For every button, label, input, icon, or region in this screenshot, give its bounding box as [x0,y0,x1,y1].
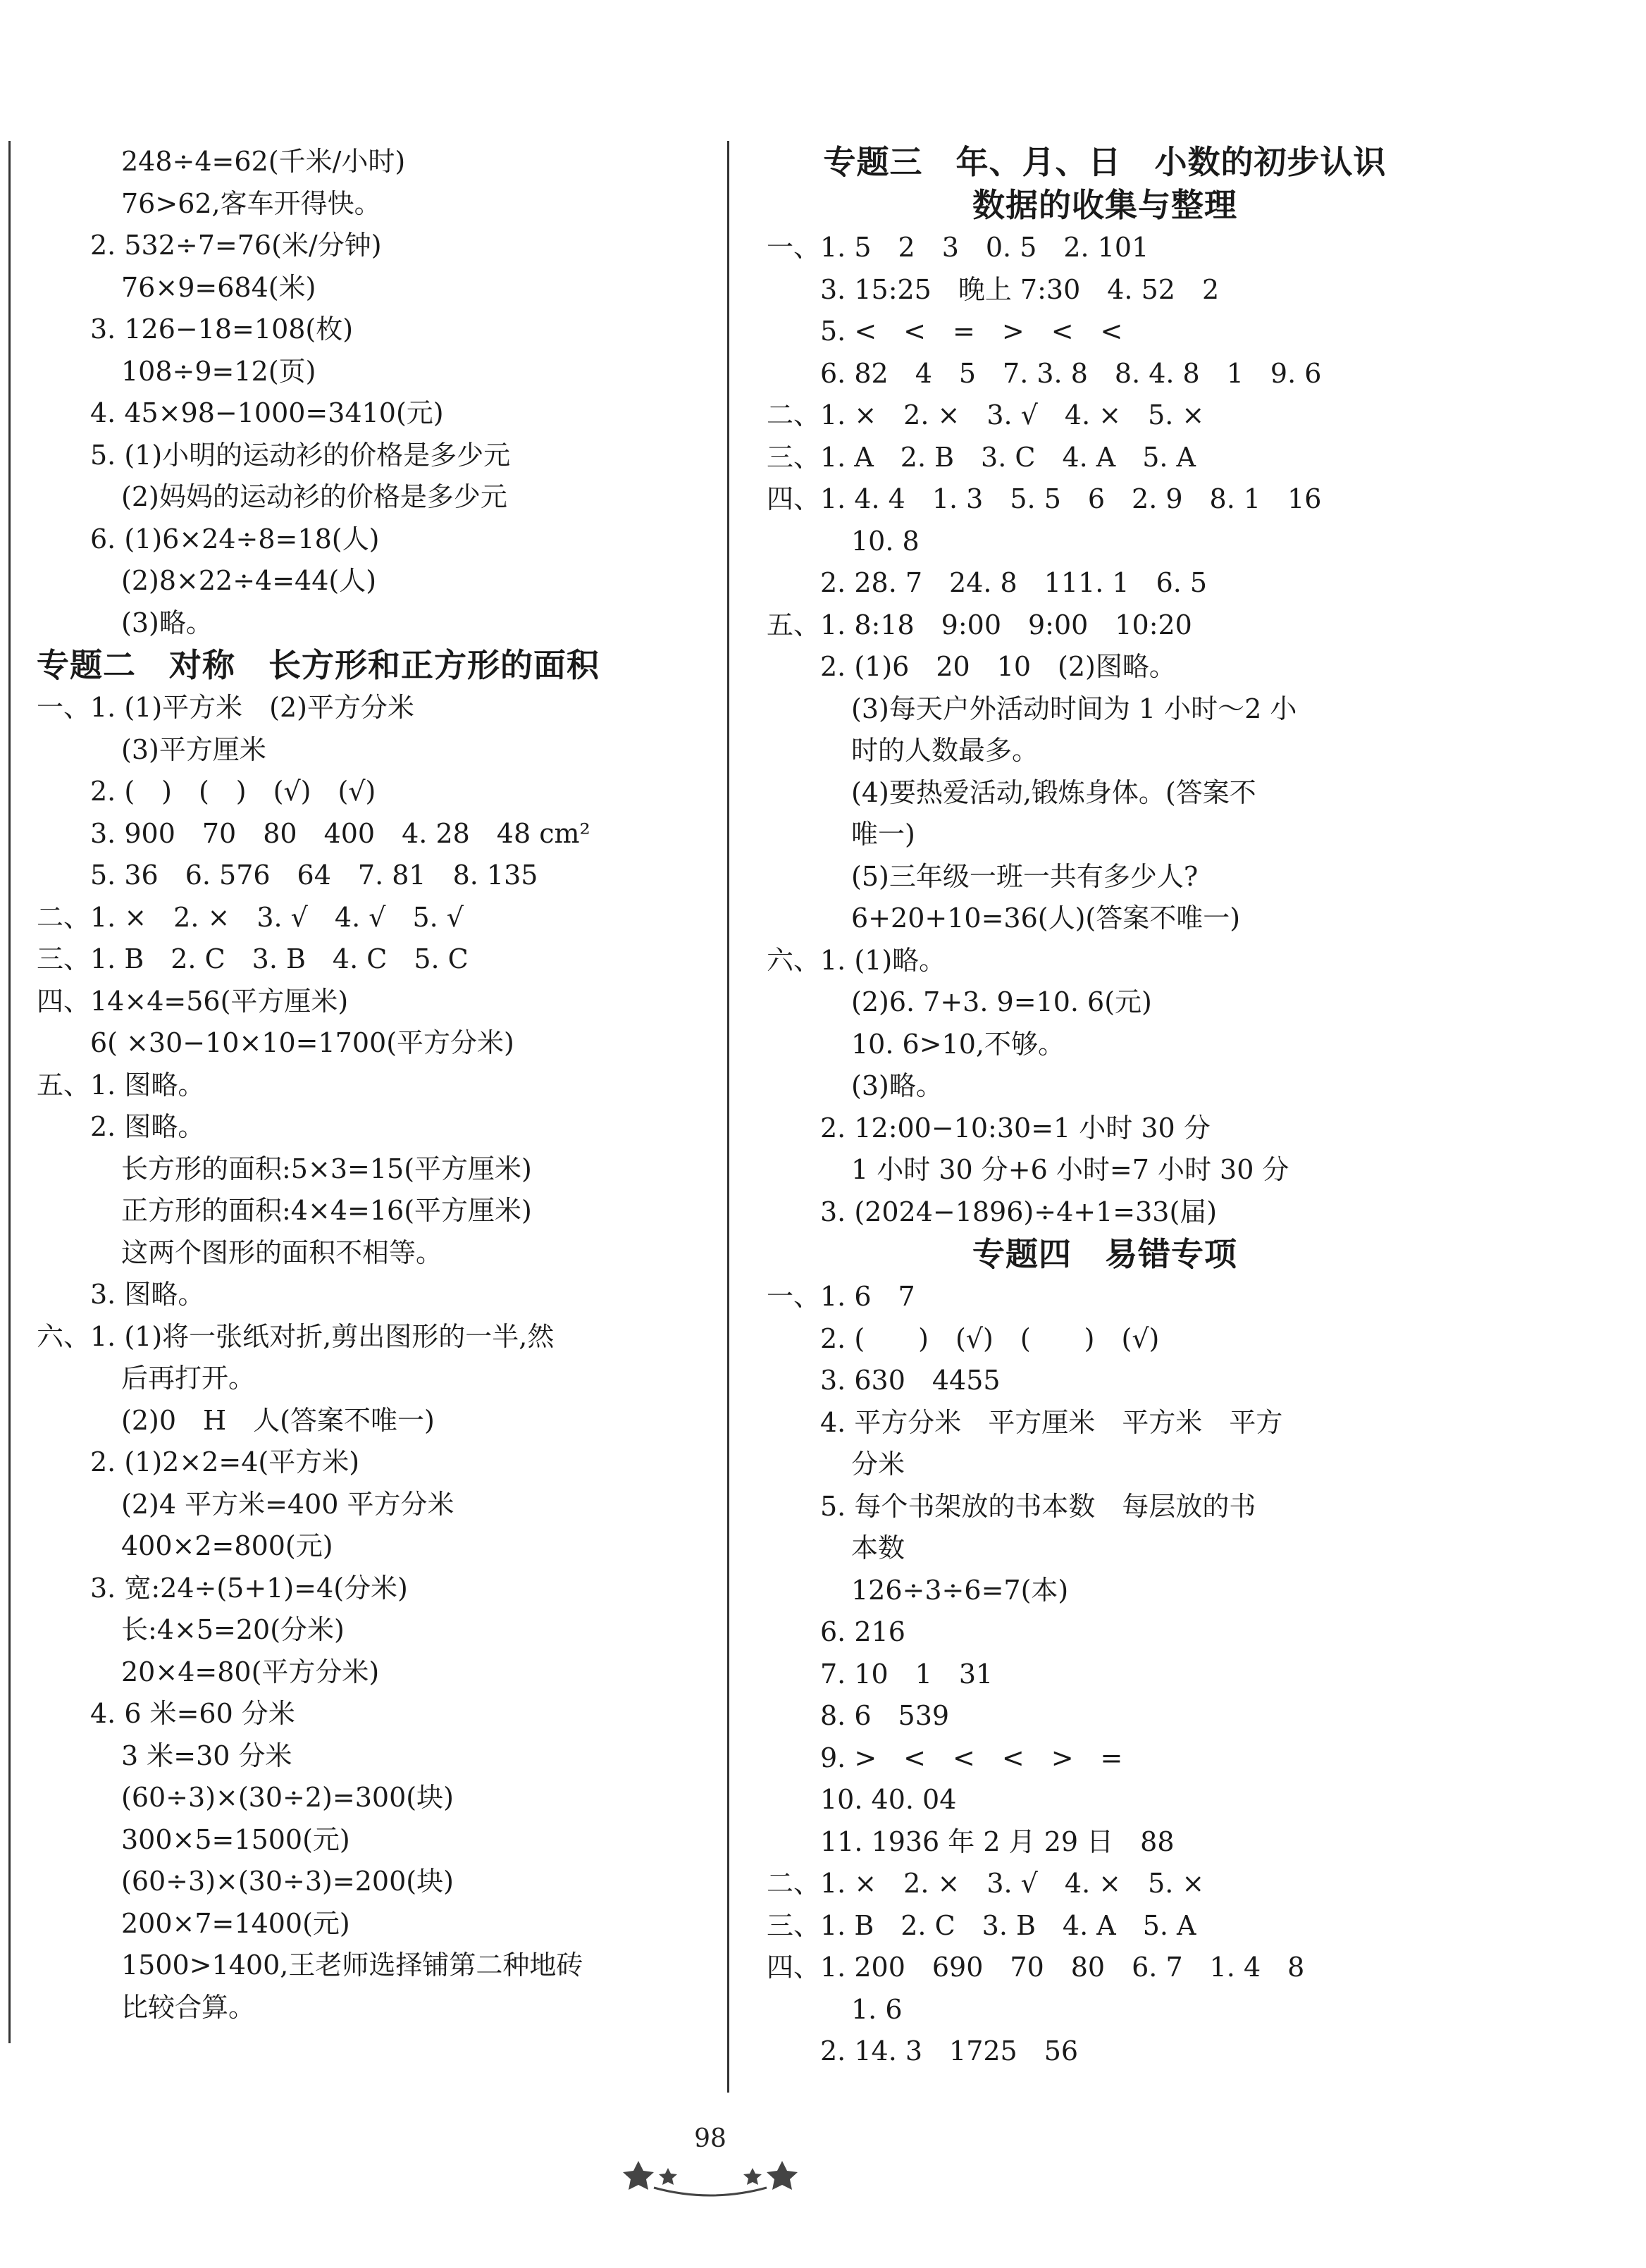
answer-line: 四、1. 4. 4 1. 3 5. 5 6 2. 9 8. 1 16 [767,483,1322,514]
answer-line: (3)略。 [851,1070,943,1101]
answer-line: 1500>1400,王老师选择铺第二种地砖 [121,1950,583,1981]
left-column [37,141,713,2028]
answer-line: 分米 [851,1449,905,1480]
answer-line: 108÷9=12(页) [121,355,316,387]
answer-line: 六、1. (1)略。 [767,944,946,976]
answer-line: 五、1. 8:18 9:00 9:00 10:20 [767,609,1192,640]
answer-line: 2. 12:00−10:30=1 小时 30 分 [767,1112,1211,1144]
answer-line: 4. 6 米=60 分米 [37,1698,295,1729]
answer-line: (2)0 H 人(答案不唯一) [121,1404,435,1436]
right-column [767,141,1443,2073]
answer-line: 四、14×4=56(平方厘米) [37,985,349,1017]
answer-line: 唯一) [851,819,915,850]
answer-line: 76×9=684(米) [121,271,316,303]
answer-line: (3)平方厘米 [121,733,266,765]
answer-line: 一、1. (1)平方米 (2)平方分米 [37,692,414,723]
answer-line: 3. (2024−1896)÷4+1=33(届) [767,1196,1218,1227]
answer-line: 6. (1)6×24÷8=18(人) [37,523,380,554]
section-heading: 专题二 对称 长方形和正方形的面积 [37,646,600,684]
answer-line: 10. 8 [851,525,920,557]
answer-line: 126÷3÷6=7(本) [851,1574,1069,1606]
answer-line: 2. 图略。 [37,1111,205,1142]
answer-line: 2. 28. 7 24. 8 111. 1 6. 5 [767,567,1208,598]
answer-line: 3. 126−18=108(枚) [37,314,354,345]
right-star-icon [767,2161,798,2190]
answer-line: 六、1. (1)将一张纸对折,剪出图形的一半,然 [37,1320,555,1352]
answer-line: 6. 216 [767,1616,905,1647]
answer-line: 五、1. 图略。 [37,1069,205,1101]
answer-line: 248÷4=62(千米/小时) [121,146,406,177]
answer-line: 3 米=30 分米 [121,1740,292,1771]
answer-line: 这两个图形的面积不相等。 [121,1237,443,1268]
answer-line: 20×4=80(平方分米) [121,1656,380,1687]
swoosh-icon [654,2188,767,2195]
answer-line: 400×2=800(元) [121,1530,333,1561]
answer-line: 1. 6 [851,1993,903,2025]
answer-line: (2)8×22÷4=44(人) [121,565,377,596]
answer-line: 3. 图略。 [37,1279,205,1310]
right-small-star-icon [743,2168,762,2185]
answer-line: 本数 [851,1532,905,1563]
answer-line: 300×5=1500(元) [121,1823,350,1855]
answer-line: 2. ( ) ( ) (√) (√) [37,776,376,807]
answer-line: 四、1. 200 690 70 80 6. 7 1. 4 8 [767,1952,1305,1983]
answer-line: 正方形的面积:4×4=16(平方厘米) [121,1195,532,1226]
column-divider [727,141,729,2093]
answer-line: 9. > < < < > = [767,1742,1123,1773]
answer-line: (2)妈妈的运动衫的价格是多少元 [121,481,507,512]
answer-line: 二、1. × 2. × 3. √ 4. × 5. × [767,399,1205,430]
answer-line: 3. 900 70 80 400 4. 28 48 cm² [37,817,590,849]
answer-line: (60÷3)×(30÷2)=300(块) [121,1782,454,1813]
answer-line: 3. 15:25 晚上 7:30 4. 52 2 [767,273,1220,305]
section-heading: 专题四 易错专项 [972,1235,1237,1273]
answer-line: (2)4 平方米=400 平方分米 [121,1488,454,1520]
page-footer [612,2124,809,2202]
answer-line: 3. 宽:24÷(5+1)=4(分米) [37,1572,408,1604]
answer-line: 6( ×30−10×10=1700(平方分米) [37,1027,514,1058]
answer-line: 3. 630 4455 [767,1365,1001,1396]
answer-line: 76>62,客车开得快。 [121,187,381,219]
answer-line: 二、1. × 2. × 3. √ 4. √ 5. √ [37,901,464,933]
answer-line: (5)三年级一班一共有多少人? [851,860,1199,892]
answer-line: 2. ( ) (√) ( ) (√) [767,1322,1160,1354]
answer-line: 2. (1)6 20 10 (2)图略。 [767,651,1176,682]
answer-line: 三、1. B 2. C 3. B 4. A 5. A [767,1909,1196,1941]
answer-line: 10. 6>10,不够。 [851,1028,1065,1060]
answer-line: (60÷3)×(30÷3)=200(块) [121,1866,454,1897]
answer-line: 2. (1)2×2=4(平方米) [37,1446,360,1477]
answer-line: 10. 40. 04 [767,1784,957,1815]
answer-line: 8. 6 539 [767,1700,950,1731]
answer-line: 后再打开。 [121,1363,256,1394]
answer-line: 时的人数最多。 [851,735,1039,766]
answer-line: 2. 532÷7=76(米/分钟) [37,230,382,261]
answer-line: (4)要热爱活动,锻炼身体。(答案不 [851,776,1256,808]
page-number: 98 [694,2124,726,2153]
answer-line: (3)略。 [121,607,213,638]
left-margin-rule [8,141,11,2043]
answer-line: 二、1. × 2. × 3. √ 4. × 5. × [767,1868,1205,1899]
answer-line: 4. 平方分米 平方厘米 平方米 平方 [767,1406,1283,1438]
answer-line: 1 小时 30 分+6 小时=7 小时 30 分 [851,1154,1289,1185]
answer-line: 比较合算。 [121,1991,256,2023]
answer-line: 7. 10 1 31 [767,1658,994,1690]
answer-line: 5. (1)小明的运动衫的价格是多少元 [37,439,511,471]
answer-line: 6+20+10=36(人)(答案不唯一) [851,903,1241,934]
answer-line: 11. 1936 年 2 月 29 日 88 [767,1826,1175,1857]
answer-line: (2)6. 7+3. 9=10. 6(元) [851,986,1152,1017]
answer-line: 4. 45×98−1000=3410(元) [37,397,444,428]
answer-line: 200×7=1400(元) [121,1907,350,1939]
answer-line: 一、1. 5 2 3 0. 5 2. 101 [767,232,1149,263]
answer-line: 三、1. A 2. B 3. C 4. A 5. A [767,441,1196,473]
left-star-icon [623,2161,654,2190]
answer-line: 5. 36 6. 576 64 7. 81 8. 135 [37,860,538,891]
left-small-star-icon [659,2168,677,2185]
answer-line: 5. 每个书架放的书本数 每层放的书 [767,1490,1256,1522]
answer-line: 2. 14. 3 1725 56 [767,2035,1079,2066]
answer-line: 长方形的面积:5×3=15(平方厘米) [121,1153,532,1184]
section-heading: 数据的收集与整理 [972,186,1237,224]
answer-line: 5. < < = > < < [767,316,1123,347]
section-heading: 专题三 年、月、日 小数的初步认识 [823,143,1387,181]
answer-line: (3)每天户外活动时间为 1 小时～2 小 [851,693,1297,724]
answer-line: 6. 82 4 5 7. 3. 8 8. 4. 8 1 9. 6 [767,357,1322,389]
answer-line: 长:4×5=20(分米) [121,1614,345,1645]
answer-line: 一、1. 6 7 [767,1281,915,1312]
answer-line: 三、1. B 2. C 3. B 4. C 5. C [37,943,469,974]
